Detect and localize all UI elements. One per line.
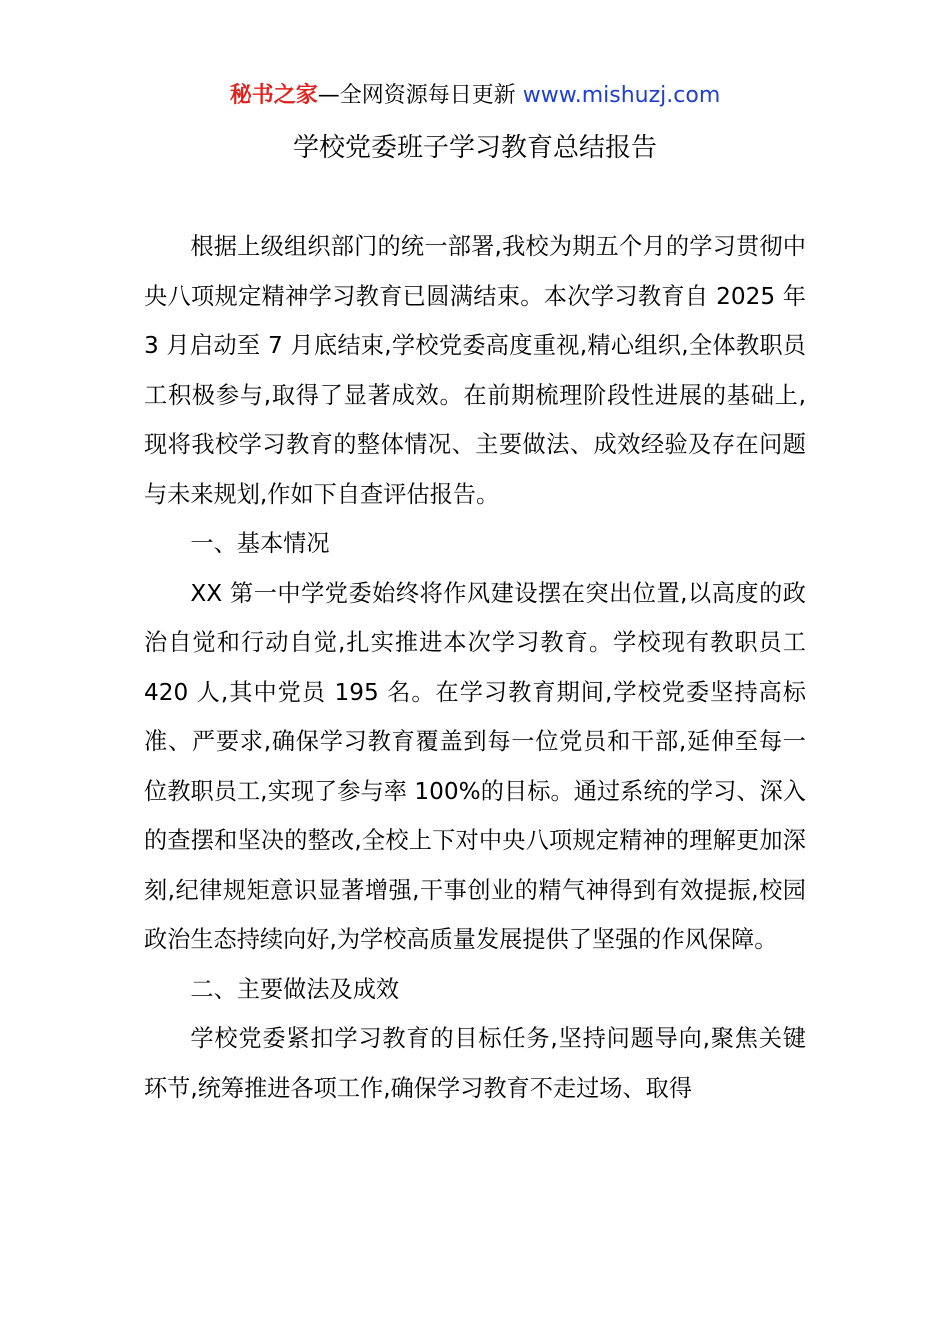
document-title: 学校党委班子学习教育总结报告 bbox=[292, 133, 657, 163]
brand-name: 秘书之家 bbox=[229, 83, 318, 108]
section-heading-main-practices: 二、主要做法及成效 bbox=[190, 975, 400, 1003]
section-heading-basic-situation: 一、基本情况 bbox=[190, 530, 330, 557]
document-body bbox=[144, 222, 806, 1113]
site-url-link[interactable]: www.mishuzj.com bbox=[522, 83, 721, 108]
site-slogan: —全网资源每日更新 bbox=[317, 83, 516, 108]
site-header bbox=[0, 80, 950, 112]
basic-situation-paragraph: XX 第一中学党委始终将作风建设摆在突出位置,以高度的政治自觉和行动自觉,扎实推进本次学习教育。学校现有教职员工 420 人,其中党员 195 名。在学习教育期间,学校党委坚持高标准、严要求,确保学习教育覆盖到每一位党员和干部,延伸至每一位教职员工,实现了参与率 100%的目标。通过系统的学习、深入的查摆和坚决的整改,全校上下对中央八项规定精神的理解更加深刻,纪律规矩意识显著增强,干事创业的精气神得到有效提振,校园政治生态持续向好,为学校高质量发展提供了坚强的作风保障。 bbox=[144, 579, 806, 953]
main-practices-paragraph: 学校党委紧扣学习教育的目标任务,坚持问题导向,聚焦关键环节,统筹推进各项工作,确保学习教育不走过场、取得 bbox=[144, 1025, 806, 1102]
intro-paragraph: 根据上级组织部门的统一部署,我校为期五个月的学习贯彻中央八项规定精神学习教育已圆满结束。本次学习教育自 2025 年 3 月启动至 7 月底结束,学校党委高度重视,精心组织,全体教职员工积极参与,取得了显著成效。在前期梳理阶段性进展的基础上,现将我校学习教育的整体情况、主要做法、成效经验及存在问题与未来规划,作如下自查评估报告。 bbox=[144, 233, 806, 508]
